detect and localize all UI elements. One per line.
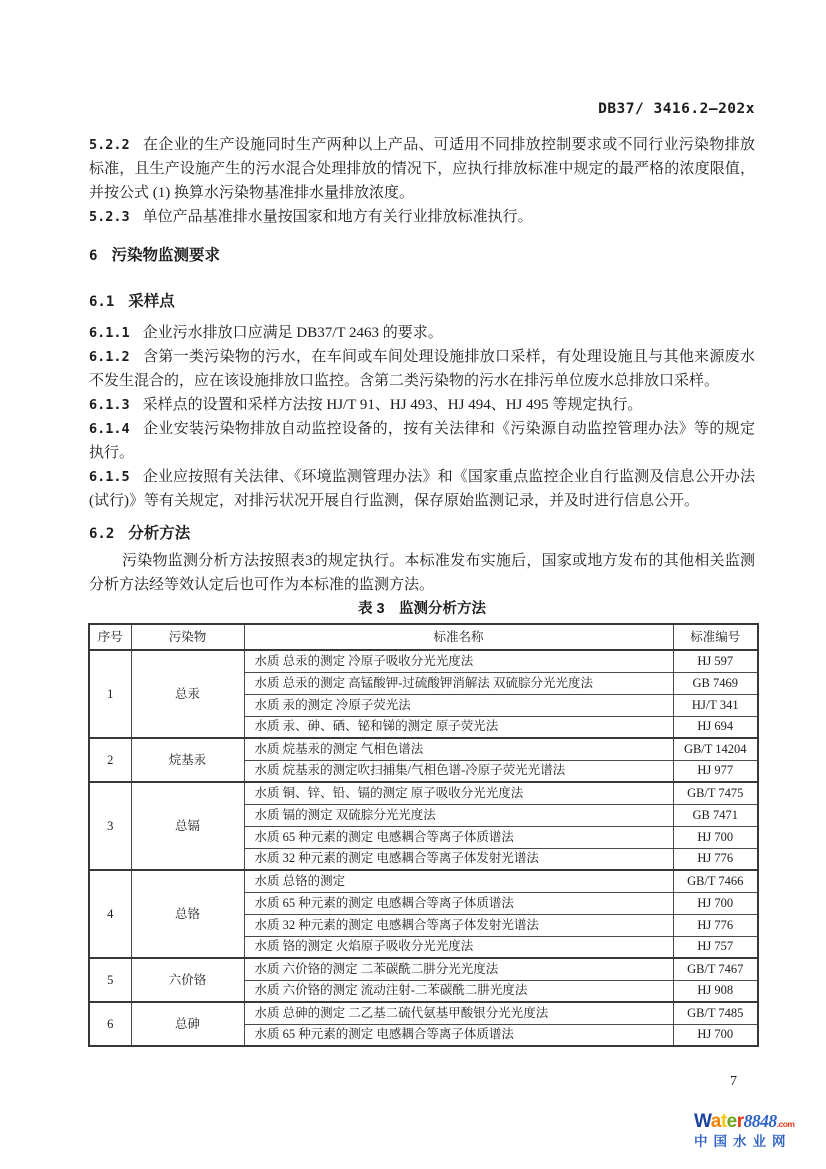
clause-number: 6.1.2	[89, 349, 130, 365]
analysis-table	[88, 623, 759, 1047]
standard-code-cell: GB/T 7467	[673, 958, 758, 980]
standard-code-cell: GB 7469	[673, 672, 758, 694]
watermark-subtitle: 中国水业网	[694, 1134, 792, 1149]
table-row	[89, 870, 758, 892]
column-header-standard-code: 标准编号	[673, 624, 758, 650]
clause-6-1-1	[89, 321, 755, 345]
standard-code-cell: GB/T 7466	[673, 870, 758, 892]
logo-letter: W	[694, 1111, 711, 1132]
logo-number: 8848	[743, 1111, 777, 1131]
standard-code-cell: HJ 700	[673, 826, 758, 848]
clause-text: 在企业的生产设施同时生产两种以上产品、可适用不同排放控制要求或不同行业污染物排放标准，且生产设施产生的污水混合处理排放的情况下，应执行排放标准中规定的最严格的浓度限值，并按公式 (1) 换算水污染物基准排水量排放浓度。	[89, 137, 755, 201]
table-header-row	[89, 624, 758, 650]
standard-code-cell: HJ 757	[673, 936, 758, 958]
table-body	[89, 650, 758, 1046]
watermark-logo	[694, 1112, 806, 1149]
clause-6-1-3	[89, 393, 755, 417]
standard-code-cell: HJ 597	[673, 650, 758, 672]
analysis-method-paragraph: 污染物监测分析方法按照表3的规定执行。本标准发布实施后，国家或地方发布的其他相关监测分析方法经等效认定后也可作为本标准的监测方法。	[89, 553, 755, 593]
standard-code-cell: GB 7471	[673, 804, 758, 826]
standard-name-cell: 水质 铬的测定 火焰原子吸收分光光度法	[244, 936, 673, 958]
standard-name-cell: 水质 六价铬的测定 流动注射-二苯碳酰二肼光度法	[244, 980, 673, 1002]
standard-code-cell: HJ 776	[673, 914, 758, 936]
standard-code-cell: HJ 908	[673, 980, 758, 1002]
standard-name-cell: 水质 65 种元素的测定 电感耦合等离子体质谱法	[244, 826, 673, 848]
clause-6-1-2	[89, 345, 755, 393]
standard-code-cell: GB/T 14204	[673, 738, 758, 760]
standard-code-cell: GB/T 7475	[673, 782, 758, 804]
standard-name-cell: 水质 汞的测定 冷原子荧光法	[244, 694, 673, 716]
clause-number: 6.1.1	[89, 325, 130, 341]
logo-letter: e	[726, 1111, 737, 1132]
clause-text: 含第一类污染物的污水，在车间或车间处理设施排放口采样，有处理设施且与其他来源废水不发生混合的，应在该设施排放口监控。含第二类污染物的污水在排污单位废水总排放口采样。	[89, 349, 755, 389]
serial-cell: 5	[89, 958, 131, 1002]
section-title: 分析方法	[128, 525, 191, 542]
clause-text: 企业安装污染物排放自动监控设备的，按有关法律和《污染源自动监控管理办法》等的规定执行。	[89, 421, 755, 461]
standard-code-cell: HJ/T 341	[673, 694, 758, 716]
section-6-heading	[89, 245, 755, 267]
pollutant-cell: 总汞	[131, 650, 244, 738]
clause-number: 6.1.5	[89, 469, 130, 485]
pollutant-cell: 总铬	[131, 870, 244, 958]
section-number: 6	[89, 248, 98, 264]
standard-name-cell: 水质 32 种元素的测定 电感耦合等离子体发射光谱法	[244, 848, 673, 870]
standard-name-cell: 水质 65 种元素的测定 电感耦合等离子体质谱法	[244, 892, 673, 914]
serial-cell: 4	[89, 870, 131, 958]
clause-text: 企业污水排放口应满足 DB37/T 2463 的要求。	[142, 325, 443, 341]
section-number: 6.2	[89, 526, 115, 542]
standard-code-cell: HJ 700	[673, 892, 758, 914]
clause-text: 企业应按照有关法律、《环境监测管理办法》和《国家重点监控企业自行监测及信息公开办法(试行)》等有关规定，对排污状况开展自行监测，保存原始监测记录，并及时进行信息公开。	[89, 469, 755, 509]
standard-name-cell: 水质 汞、砷、硒、铋和锑的测定 原子荧光法	[244, 716, 673, 738]
section-number: 6.1	[89, 294, 115, 310]
serial-cell: 1	[89, 650, 131, 738]
standard-code-cell: HJ 700	[673, 1024, 758, 1046]
standard-name-cell: 水质 总砷的测定 二乙基二硫代氨基甲酸银分光光度法	[244, 1002, 673, 1024]
logo-letter: r	[736, 1111, 744, 1132]
column-header-pollutant: 污染物	[131, 624, 244, 650]
standard-name-cell: 水质 铜、锌、铅、镉的测定 原子吸收分光光度法	[244, 782, 673, 804]
standard-code-cell: GB/T 7485	[673, 1002, 758, 1024]
standard-name-cell: 水质 总汞的测定 高锰酸钾-过硫酸钾消解法 双硫腙分光光度法	[244, 672, 673, 694]
clause-6-1-5	[89, 465, 755, 513]
standard-name-cell: 水质 总汞的测定 冷原子吸收分光光度法	[244, 650, 673, 672]
logo-tld: .com	[776, 1119, 795, 1129]
page-number: 7	[730, 1074, 737, 1089]
clause-6-1-4	[89, 417, 755, 465]
standard-name-cell: 水质 32 种元素的测定 电感耦合等离子体发射光谱法	[244, 914, 673, 936]
column-header-standard-name: 标准名称	[244, 624, 673, 650]
clause-number: 6.1.4	[89, 421, 130, 437]
standard-name-cell: 水质 镉的测定 双硫腙分光光度法	[244, 804, 673, 826]
serial-cell: 3	[89, 782, 131, 870]
watermark-wordmark	[694, 1112, 806, 1131]
table-row	[89, 738, 758, 760]
serial-cell: 6	[89, 1002, 131, 1046]
section-title: 污染物监测要求	[111, 247, 220, 264]
standard-name-cell: 水质 烷基汞的测定吹扫捕集/气相色谱-冷原子荧光光谱法	[244, 760, 673, 782]
column-header-serial: 序号	[89, 624, 131, 650]
watermark-word	[694, 1111, 744, 1132]
standard-code-cell: HJ 776	[673, 848, 758, 870]
logo-letter: a	[710, 1111, 721, 1132]
table-row	[89, 782, 758, 804]
standard-name-cell: 水质 六价铬的测定 二苯碳酰二肼分光光度法	[244, 958, 673, 980]
clause-number: 6.1.3	[89, 397, 130, 413]
standard-code-cell: HJ 694	[673, 716, 758, 738]
table-caption: 表 3 监测分析方法	[357, 601, 487, 617]
standard-code-cell: HJ 977	[673, 760, 758, 782]
clause-number: 5.2.2	[89, 137, 130, 153]
pollutant-cell: 总砷	[131, 1002, 244, 1046]
clause-text: 单位产品基准排水量按国家和地方有关行业排放标准执行。	[142, 209, 533, 225]
table-row	[89, 958, 758, 980]
section-title: 采样点	[128, 293, 175, 310]
pollutant-cell: 六价铬	[131, 958, 244, 1002]
document-code: DB37/ 3416.2—202x	[598, 101, 755, 117]
table-row	[89, 1002, 758, 1024]
pollutant-cell: 总镉	[131, 782, 244, 870]
serial-cell: 2	[89, 738, 131, 782]
standard-name-cell: 水质 烷基汞的测定 气相色谱法	[244, 738, 673, 760]
standard-name-cell: 水质 总铬的测定	[244, 870, 673, 892]
standard-name-cell: 水质 65 种元素的测定 电感耦合等离子体质谱法	[244, 1024, 673, 1046]
logo-letter: t	[720, 1111, 727, 1132]
clause-text: 采样点的设置和采样方法按 HJ/T 91、HJ 493、HJ 494、HJ 495 等规定执行。	[142, 397, 643, 413]
clause-5-2-3	[89, 205, 755, 229]
section-6-1-heading	[89, 291, 755, 313]
table-row	[89, 650, 758, 672]
clause-5-2-2	[89, 133, 755, 205]
clause-number: 5.2.3	[89, 209, 130, 225]
pollutant-cell: 烷基汞	[131, 738, 244, 782]
section-6-2-heading	[89, 523, 755, 545]
